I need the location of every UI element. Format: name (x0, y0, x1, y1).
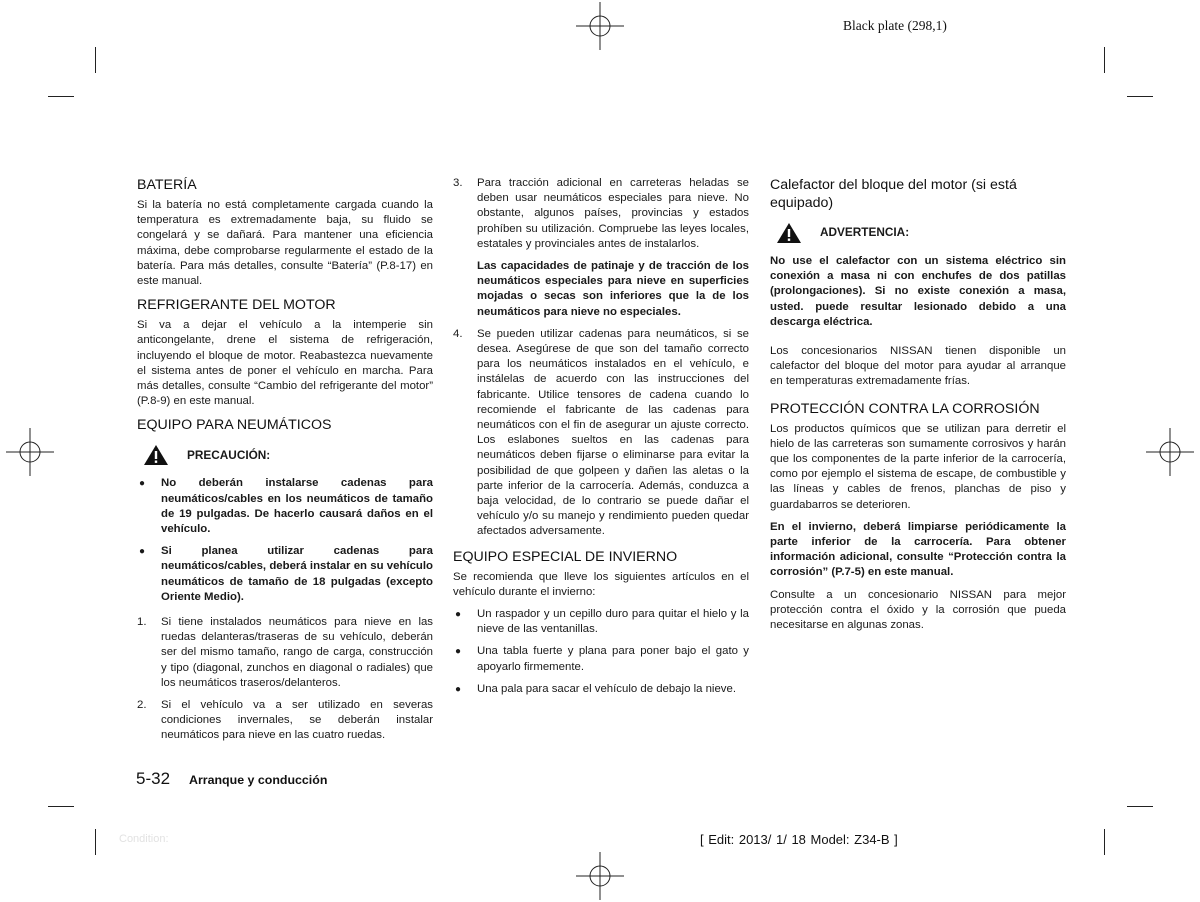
list-item (137, 544, 433, 605)
crop-mark (95, 47, 96, 73)
section-title-bateria: BATERÍA (137, 177, 197, 193)
list-item (453, 682, 749, 697)
list-item (137, 476, 433, 537)
warning-triangle-icon (143, 444, 169, 466)
crop-mark (1104, 829, 1105, 855)
list-item (453, 644, 749, 674)
corrosion-bold-note: En el invierno, deberá limpiarse periódicamente la parte inferior de la carrocería. Para obtener información adicional, consulte “Protección contra la corrosión” (P.7-5) en este manual. (770, 520, 1066, 579)
crop-mark (1127, 96, 1153, 97)
warning-box (776, 220, 1066, 246)
section-title-calefactor: Calefactor del bloque del motor (si está equipado) (770, 177, 1017, 211)
section-text-calefactor: Los concesionarios NISSAN tienen disponible un calefactor del bloque del motor para ayudar al arranque en temperaturas extremadamente frías. (770, 345, 1066, 388)
item-text: Si tiene instalados neumáticos para nieve en las ruedas delanteras/traseras de su vehículo, deberán ser del mismo tamaño, rango de carga, construcción y tipo (diagonal, zunchos en diagonal o radiales) que los neumáticos traseros/delanteros. (161, 616, 433, 689)
caution-text: Si planea utilizar cadenas para neumáticos/cables, deberá instalar en su vehículo neumáticos de tamaño de 18 pulgadas (excepto Oriente Medio). (161, 545, 433, 603)
bullet-text: Un raspador y un cepillo duro para quitar el hielo y la nieve de las ventanillas. (477, 608, 749, 636)
crop-mark (48, 806, 74, 807)
item-number: 4. (453, 327, 463, 340)
chapter-title: Arranque y conducción (189, 773, 328, 787)
section-text-refrigerante: Si va a dejar el vehículo a la intemperie sin anticongelante, drene el sistema de refrigeración, incluyendo el bloque de motor. Reabastezca nuevamente el sistema antes de poner el vehículo en marcha. Para más detalles, consulte “Cambio del refrigerante del motor” (P.8-9) en este manual. (137, 319, 433, 408)
item-bold-note: Las capacidades de patinaje y de tracción de los neumáticos especiales para nieve en superficies mojadas o secas son inferiores que la de los neumáticos para nieve no especiales. (477, 260, 749, 318)
bullet-text: Una pala para sacar el vehículo de debajo la nieve. (477, 682, 736, 695)
registration-mark-top (576, 2, 624, 50)
bullet-icon: ● (455, 646, 462, 658)
bullet-icon: ● (455, 683, 462, 695)
section-text-corrosion-2: Consulte a un concesionario NISSAN para mejor protección contra el óxido y la corrosión que pueda necesitarse en algunas zonas. (770, 588, 1066, 632)
section-title-corrosion: PROTECCIÓN CONTRA LA CORROSIÓN (770, 400, 1040, 417)
plate-label: Black plate (298,1) (843, 18, 947, 33)
caution-text: No deberán instalarse cadenas para neumáticos/cables en los neumáticos de tamaño de 19 pulgadas. De hacerlo causará daños en el vehículo. (161, 477, 433, 536)
section-title-refrigerante: REFRIGERANTE DEL MOTOR (137, 297, 336, 314)
section-text-invierno: Se recomienda que lleve los siguientes artículos en el vehículo durante el invierno: (453, 570, 749, 598)
crop-mark (48, 96, 74, 97)
item-number: 2. (137, 699, 147, 712)
registration-mark-right (1146, 428, 1194, 476)
list-item (453, 176, 749, 327)
list-item (453, 607, 749, 637)
edit-info: [ Edit: 2013/ 1/ 18 Model: Z34-B ] (700, 832, 898, 847)
bullet-icon: ● (455, 609, 462, 621)
warning-triangle-icon (776, 222, 802, 244)
item-text: Si el vehículo va a ser utilizado en severas condiciones invernales, se deberán instalar neumáticos para nieve en las cuatro ruedas. (161, 699, 433, 742)
section-text-corrosion: Los productos químicos que se utilizan para derretir el hielo de las carreteras son sumamente corrosivos y harán que los componentes de la parte inferior de la carrocería, como por ejemplo el sistema de escape, de combustible y las líneas y cables de frenos, planchas de piso y guardabarros se deterioren. (770, 422, 1066, 511)
bullet-icon: ● (139, 546, 146, 558)
warning-text: No use el calefactor con un sistema eléctrico sin conexión a masa ni con enchufes de dos patillas (prolongaciones). Si no existe conexión a masa, usted. puede resultar lesionado debido a una descarga eléctrica. (770, 255, 1066, 328)
bullet-text: Una tabla fuerte y plana para poner bajo el gato y apoyarlo firmemente. (477, 645, 749, 673)
item-text (477, 176, 749, 327)
item-number: 3. (453, 177, 463, 189)
column-middle (453, 176, 749, 704)
section-title-invierno: EQUIPO ESPECIAL DE INVIERNO (453, 548, 678, 565)
crop-mark (1127, 806, 1153, 807)
column-left (137, 176, 433, 751)
crop-mark (95, 829, 96, 855)
list-item (137, 698, 433, 744)
caution-label: PRECAUCIÓN: (187, 447, 271, 462)
bullet-icon: ● (139, 478, 146, 490)
condition-label: Condition: (119, 833, 169, 845)
registration-mark-bottom (576, 852, 624, 900)
column-right (770, 176, 1066, 640)
registration-mark-left (6, 428, 54, 476)
section-title-neumaticos: EQUIPO PARA NEUMÁTICOS (137, 417, 332, 434)
item-paragraph: Para tracción adicional en carreteras heladas se deben usar neumáticos especiales para nieve. No obstante, algunos países, provincias y estados prohíben su utilización. Compruebe las leyes locales, estatales y provinciales antes de instalarlos. (477, 177, 749, 250)
page-number: 5-32 (136, 769, 171, 788)
warning-label: ADVERTENCIA: (820, 225, 910, 240)
caution-box (143, 442, 433, 468)
item-number: 1. (137, 616, 147, 629)
section-text-bateria: Si la batería no está completamente cargada cuando la temperatura es extremadamente baja, su fluido se congelará y se dañará. Para mantener una eficiencia máxima, debe comprobarse regularmente el estado de la batería. Para más detalles, consulte “Batería” (P.8-17) en este manual. (137, 199, 433, 288)
item-text: Se pueden utilizar cadenas para neumáticos, si se desea. Asegúrese de que son del tamaño correcto para los neumáticos instalados en el vehículo, e instálelas de acuerdo con las instrucciones del fabricante. Utilice tensores de cadena cuando lo recomiende el fabricante de las cadenas para neumáticos con el fin de asegurar un ajuste correcto. Los eslabones sueltos en las cadenas para neumáticos deben fijarse o eliminarse para evitar la posibilidad de que golpeen y dañen las aletas o la parte inferior de la carrocería. Además, conduzca a baja velocidad, de lo contrario se puede dañar el vehículo y/o su manejo y rendimiento pueden quedar afectados adversamente. (477, 327, 749, 538)
list-item (453, 327, 749, 540)
crop-mark (1104, 47, 1105, 73)
list-item (137, 615, 433, 691)
